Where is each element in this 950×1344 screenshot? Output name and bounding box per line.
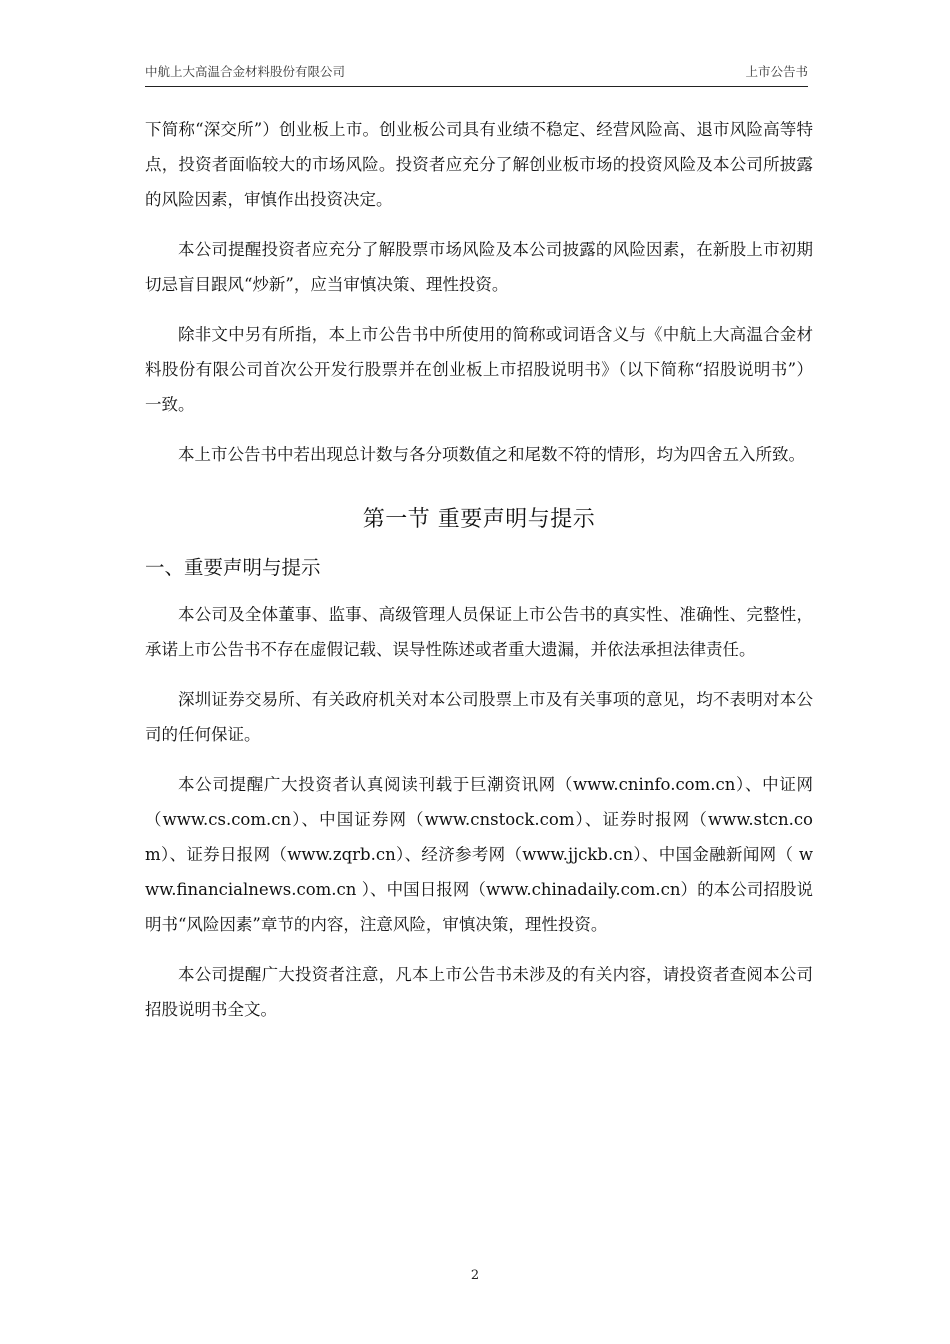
paragraph-reading-sources: 本公司提醒广大投资者认真阅读刊载于巨潮资讯网（www.cninfo.com.cn）、中证网（www.cs.com.cn）、中国证券网（www.cnstock.com）、证券时报网（www.stcn.com）、证券日报网（www.zqrb.cn）、经济参考网（www.jjckb.cn）、中国金融新闻网（ www.financialnews.com.cn ）、中国日报网（www.chinadaily.com.cn）的本公司招股说明书“风险因素”章节的内容，注意风险，审慎决策，理性投资。 — [145, 775, 813, 934]
paragraph-exchange-disclaimer: 深圳证券交易所、有关政府机关对本公司股票上市及有关事项的意见，均不表明对本公司的任何保证。 — [145, 690, 813, 744]
header-document-type: 上市公告书 — [745, 64, 808, 79]
section-title: 第一节 重要声明与提示 — [362, 507, 596, 532]
paragraph-rounding-note: 本上市公告书中若出现总计数与各分项数值之和尾数不符的情形，均为四舍五入所致。 — [178, 445, 805, 464]
paragraph-risk-reminder: 本公司提醒投资者应充分了解股票市场风险及本公司披露的风险因素，在新股上市初期切忌盲目跟风“炒新”，应当审慎决策、理性投资。 — [145, 240, 813, 294]
page-header — [145, 58, 808, 87]
paragraph-continuation: 下简称“深交所”）创业板上市。创业板公司具有业绩不稳定、经营风险高、退市风险高等特点，投资者面临较大的市场风险。投资者应充分了解创业板市场的投资风险及本公司所披露的风险因素，审慎作出投资决定。 — [145, 120, 813, 209]
paragraph-definitions: 除非文中另有所指，本上市公告书中所使用的简称或词语含义与《中航上大高温合金材料股份有限公司首次公开发行股票并在创业板上市招股说明书》（以下简称“招股说明书”）一致。 — [145, 325, 813, 414]
header-company-name: 中航上大高温合金材料股份有限公司 — [145, 64, 346, 79]
subsection-title: 一、重要声明与提示 — [145, 556, 321, 579]
paragraph-board-guarantee: 本公司及全体董事、监事、高级管理人员保证上市公告书的真实性、准确性、完整性，承诺上市公告书不存在虚假记载、误导性陈述或者重大遗漏，并依法承担法律责任。 — [145, 605, 813, 659]
paragraph-refer-prospectus: 本公司提醒广大投资者注意，凡本上市公告书未涉及的有关内容，请投资者查阅本公司招股说明书全文。 — [145, 965, 813, 1019]
page-number: 2 — [470, 1268, 480, 1283]
document-body — [145, 112, 813, 1042]
